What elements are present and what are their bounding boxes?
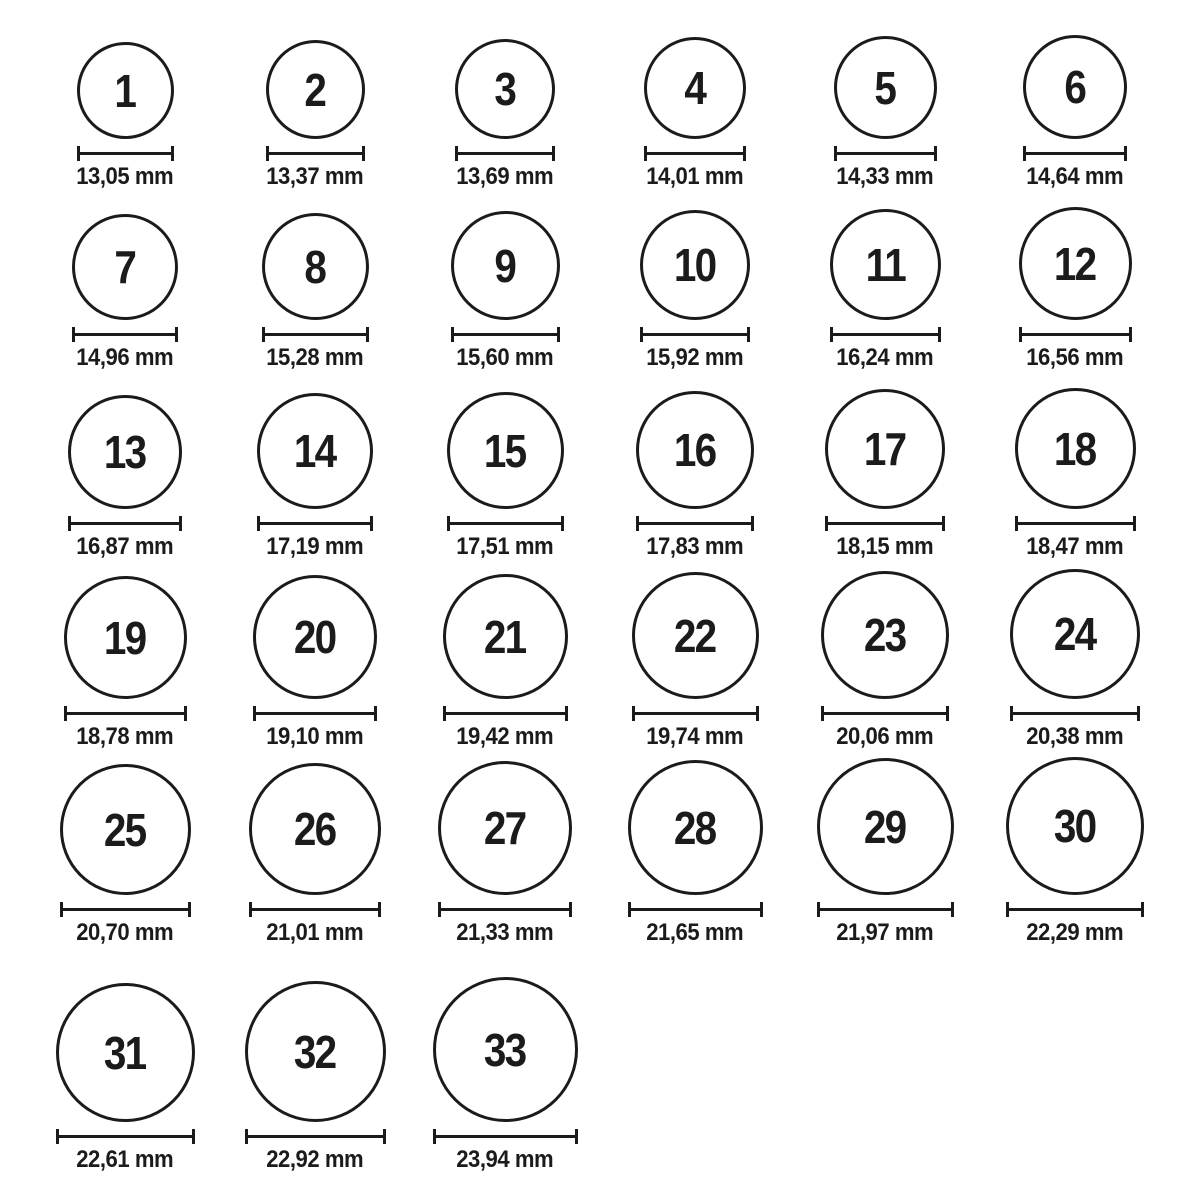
ring-circle bbox=[632, 572, 759, 699]
diameter-measure-line-icon bbox=[830, 327, 941, 342]
ring-size-number: 14 bbox=[294, 425, 336, 477]
diameter-label: 15,60 mm bbox=[456, 344, 554, 371]
diameter-measure-line-icon bbox=[253, 706, 377, 721]
ring-size-number: 4 bbox=[684, 62, 706, 114]
ring-circle bbox=[640, 210, 750, 320]
ring-circle bbox=[253, 575, 377, 699]
measure-rule-icon bbox=[67, 712, 184, 715]
ring-circle bbox=[443, 574, 568, 699]
measure-right-tick-icon bbox=[1137, 706, 1140, 721]
diameter-measure-line-icon bbox=[455, 146, 555, 161]
diameter-label: 21,65 mm bbox=[646, 919, 744, 946]
measure-right-tick-icon bbox=[184, 706, 187, 721]
ring-size-number: 7 bbox=[114, 241, 136, 293]
diameter-label: 20,38 mm bbox=[1026, 723, 1124, 750]
ring-size-cell bbox=[410, 761, 600, 947]
ring-circle bbox=[266, 40, 365, 139]
ring-size-cell bbox=[410, 39, 600, 191]
diameter-label: 13,37 mm bbox=[266, 163, 364, 190]
ring-size-number: 18 bbox=[1054, 422, 1096, 475]
ring-size-number: 23 bbox=[864, 609, 906, 661]
diameter-label: 20,70 mm bbox=[76, 919, 174, 946]
diameter-label: 23,94 mm bbox=[456, 1146, 554, 1173]
measure-rule-icon bbox=[1013, 712, 1137, 715]
measure-right-tick-icon bbox=[946, 706, 949, 721]
diameter-measure-line-icon bbox=[825, 516, 945, 531]
diameter-label: 22,61 mm bbox=[76, 1146, 174, 1173]
diameter-measure-line-icon bbox=[60, 902, 191, 917]
ring-circle bbox=[60, 764, 191, 895]
measure-rule-icon bbox=[828, 522, 942, 525]
ring-size-number: 27 bbox=[484, 802, 526, 854]
diameter-measure-line-icon bbox=[640, 327, 750, 342]
ring-circle bbox=[834, 36, 937, 139]
diameter-measure-line-icon bbox=[262, 327, 369, 342]
diameter-label: 19,42 mm bbox=[456, 723, 554, 750]
diameter-measure-line-icon bbox=[249, 902, 381, 917]
diameter-label: 14,01 mm bbox=[646, 163, 744, 190]
measure-rule-icon bbox=[80, 152, 171, 155]
measure-rule-icon bbox=[63, 908, 188, 911]
diameter-measure-line-icon bbox=[433, 1129, 578, 1144]
measure-rule-icon bbox=[631, 908, 760, 911]
ring-size-cell bbox=[790, 36, 980, 191]
ring-size-cell bbox=[30, 395, 220, 561]
diameter-measure-line-icon bbox=[447, 516, 564, 531]
measure-rule-icon bbox=[837, 152, 934, 155]
ring-circle bbox=[1015, 388, 1136, 509]
diameter-label: 19,10 mm bbox=[266, 723, 364, 750]
ring-circle bbox=[262, 213, 369, 320]
ring-size-cell bbox=[220, 393, 410, 561]
measure-rule-icon bbox=[59, 1135, 192, 1138]
ring-circle bbox=[245, 981, 386, 1122]
ring-circle bbox=[433, 977, 578, 1122]
ring-size-cell bbox=[600, 37, 790, 191]
diameter-label: 17,19 mm bbox=[266, 533, 364, 560]
measure-right-tick-icon bbox=[192, 1129, 195, 1144]
ring-circle bbox=[447, 392, 564, 509]
ring-size-cell bbox=[600, 572, 790, 751]
diameter-measure-line-icon bbox=[56, 1129, 195, 1144]
ring-size-cell bbox=[980, 388, 1170, 561]
ring-circle bbox=[56, 983, 195, 1122]
diameter-measure-line-icon bbox=[632, 706, 759, 721]
ring-circle bbox=[1019, 207, 1132, 320]
ring-size-cell bbox=[980, 757, 1170, 947]
ring-size-cell bbox=[220, 981, 410, 1174]
measure-right-tick-icon bbox=[747, 327, 750, 342]
ring-circle bbox=[72, 214, 178, 320]
diameter-measure-line-icon bbox=[644, 146, 746, 161]
ring-size-cell bbox=[410, 211, 600, 372]
ring-circle bbox=[825, 389, 945, 509]
ring-size-cell bbox=[30, 983, 220, 1174]
ring-circle bbox=[830, 209, 941, 320]
diameter-label: 14,96 mm bbox=[76, 344, 174, 371]
diameter-label: 22,92 mm bbox=[266, 1146, 364, 1173]
ring-size-number: 6 bbox=[1064, 61, 1086, 113]
measure-rule-icon bbox=[450, 522, 561, 525]
diameter-label: 22,29 mm bbox=[1026, 919, 1124, 946]
ring-size-number: 20 bbox=[294, 611, 336, 663]
measure-right-tick-icon bbox=[1141, 902, 1144, 917]
diameter-label: 17,51 mm bbox=[456, 533, 554, 560]
diameter-measure-line-icon bbox=[443, 706, 568, 721]
diameter-label: 13,69 mm bbox=[456, 163, 554, 190]
ring-size-number: 29 bbox=[864, 800, 906, 853]
measure-right-tick-icon bbox=[362, 146, 365, 161]
ring-size-number: 21 bbox=[484, 610, 526, 663]
ring-size-cell bbox=[220, 575, 410, 751]
diameter-measure-line-icon bbox=[245, 1129, 386, 1144]
ring-size-cell bbox=[980, 569, 1170, 751]
ring-circle bbox=[628, 760, 763, 895]
ring-size-number: 8 bbox=[304, 240, 326, 293]
measure-rule-icon bbox=[260, 522, 370, 525]
ring-size-cell bbox=[600, 391, 790, 561]
ring-size-number: 15 bbox=[484, 424, 526, 477]
measure-right-tick-icon bbox=[366, 327, 369, 342]
measure-rule-icon bbox=[248, 1135, 383, 1138]
diameter-label: 15,28 mm bbox=[266, 344, 364, 371]
measure-rule-icon bbox=[252, 908, 378, 911]
measure-rule-icon bbox=[436, 1135, 575, 1138]
measure-rule-icon bbox=[643, 333, 747, 336]
measure-right-tick-icon bbox=[561, 516, 564, 531]
measure-rule-icon bbox=[71, 522, 179, 525]
ring-size-number: 33 bbox=[484, 1023, 526, 1076]
measure-right-tick-icon bbox=[188, 902, 191, 917]
diameter-measure-line-icon bbox=[1006, 902, 1144, 917]
diameter-label: 14,64 mm bbox=[1026, 163, 1124, 190]
diameter-label: 18,15 mm bbox=[836, 533, 934, 560]
measure-rule-icon bbox=[833, 333, 938, 336]
measure-right-tick-icon bbox=[1133, 516, 1136, 531]
ring-size-number: 25 bbox=[104, 803, 146, 856]
measure-right-tick-icon bbox=[378, 902, 381, 917]
ring-size-number: 3 bbox=[494, 63, 516, 115]
ring-size-number: 16 bbox=[674, 424, 716, 476]
ring-size-number: 12 bbox=[1054, 237, 1096, 290]
measure-rule-icon bbox=[639, 522, 751, 525]
ring-circle bbox=[451, 211, 560, 320]
diameter-label: 16,56 mm bbox=[1026, 344, 1124, 371]
ring-size-number: 28 bbox=[674, 801, 716, 854]
ring-size-cell bbox=[600, 760, 790, 947]
ring-size-cell bbox=[790, 209, 980, 372]
measure-right-tick-icon bbox=[756, 706, 759, 721]
ring-size-number: 17 bbox=[864, 423, 906, 475]
ring-size-cell bbox=[980, 207, 1170, 372]
ring-size-number: 22 bbox=[674, 609, 716, 662]
ring-size-number: 5 bbox=[874, 61, 896, 114]
measure-right-tick-icon bbox=[569, 902, 572, 917]
ring-size-cell bbox=[790, 758, 980, 947]
measure-rule-icon bbox=[635, 712, 756, 715]
ring-size-cell bbox=[410, 977, 600, 1174]
diameter-label: 19,74 mm bbox=[646, 723, 744, 750]
diameter-measure-line-icon bbox=[438, 902, 572, 917]
measure-right-tick-icon bbox=[565, 706, 568, 721]
measure-right-tick-icon bbox=[938, 327, 941, 342]
ring-circle bbox=[438, 761, 572, 895]
ring-size-cell bbox=[790, 389, 980, 561]
ring-circle bbox=[455, 39, 555, 139]
diameter-measure-line-icon bbox=[266, 146, 365, 161]
diameter-label: 15,92 mm bbox=[646, 344, 744, 371]
diameter-measure-line-icon bbox=[834, 146, 937, 161]
ring-size-cell bbox=[410, 392, 600, 561]
ring-size-cell bbox=[30, 764, 220, 947]
ring-size-cell bbox=[980, 35, 1170, 191]
ring-size-number: 32 bbox=[294, 1025, 336, 1078]
measure-rule-icon bbox=[269, 152, 362, 155]
measure-rule-icon bbox=[820, 908, 951, 911]
ring-size-cell bbox=[600, 210, 790, 372]
measure-rule-icon bbox=[265, 333, 366, 336]
ring-size-cell bbox=[30, 576, 220, 751]
measure-right-tick-icon bbox=[575, 1129, 578, 1144]
ring-circle bbox=[68, 395, 182, 509]
measure-right-tick-icon bbox=[951, 902, 954, 917]
ring-circle bbox=[821, 571, 949, 699]
measure-right-tick-icon bbox=[370, 516, 373, 531]
ring-size-number: 24 bbox=[1054, 608, 1096, 660]
ring-size-number: 10 bbox=[674, 239, 716, 291]
measure-right-tick-icon bbox=[383, 1129, 386, 1144]
ring-circle bbox=[817, 758, 954, 895]
ring-circle bbox=[636, 391, 754, 509]
measure-right-tick-icon bbox=[1129, 327, 1132, 342]
measure-rule-icon bbox=[256, 712, 374, 715]
ring-size-number: 13 bbox=[104, 426, 146, 478]
diameter-label: 20,06 mm bbox=[836, 723, 934, 750]
measure-right-tick-icon bbox=[171, 146, 174, 161]
ring-size-cell bbox=[30, 42, 220, 191]
diameter-measure-line-icon bbox=[72, 327, 178, 342]
ring-size-number: 9 bbox=[494, 239, 516, 292]
ring-circle bbox=[249, 763, 381, 895]
measure-rule-icon bbox=[441, 908, 569, 911]
ring-circle bbox=[1010, 569, 1140, 699]
diameter-label: 21,97 mm bbox=[836, 919, 934, 946]
diameter-label: 16,87 mm bbox=[76, 533, 174, 560]
measure-rule-icon bbox=[1022, 333, 1129, 336]
measure-right-tick-icon bbox=[934, 146, 937, 161]
measure-rule-icon bbox=[458, 152, 552, 155]
ring-size-number: 26 bbox=[294, 803, 336, 855]
diameter-label: 17,83 mm bbox=[646, 533, 744, 560]
diameter-measure-line-icon bbox=[64, 706, 187, 721]
ring-size-number: 1 bbox=[114, 64, 136, 117]
measure-right-tick-icon bbox=[179, 516, 182, 531]
measure-rule-icon bbox=[1009, 908, 1141, 911]
diameter-label: 18,47 mm bbox=[1026, 533, 1124, 560]
measure-rule-icon bbox=[1018, 522, 1133, 525]
ring-size-number: 31 bbox=[104, 1026, 146, 1079]
diameter-measure-line-icon bbox=[628, 902, 763, 917]
ring-circle bbox=[257, 393, 373, 509]
diameter-measure-line-icon bbox=[451, 327, 560, 342]
diameter-measure-line-icon bbox=[257, 516, 373, 531]
diameter-measure-line-icon bbox=[1010, 706, 1140, 721]
ring-circle bbox=[1023, 35, 1127, 139]
ring-size-number: 2 bbox=[304, 63, 326, 116]
measure-right-tick-icon bbox=[743, 146, 746, 161]
measure-right-tick-icon bbox=[760, 902, 763, 917]
diameter-label: 21,01 mm bbox=[266, 919, 364, 946]
ring-size-cell bbox=[30, 214, 220, 372]
diameter-measure-line-icon bbox=[1019, 327, 1132, 342]
diameter-label: 13,05 mm bbox=[76, 163, 174, 190]
diameter-measure-line-icon bbox=[68, 516, 182, 531]
measure-right-tick-icon bbox=[552, 146, 555, 161]
ring-circle bbox=[1006, 757, 1144, 895]
ring-size-number: 11 bbox=[865, 238, 905, 291]
diameter-label: 16,24 mm bbox=[836, 344, 934, 371]
ring-size-cell bbox=[220, 763, 410, 947]
ring-circle bbox=[644, 37, 746, 139]
ring-size-cell bbox=[220, 40, 410, 191]
ring-circle bbox=[77, 42, 174, 139]
diameter-measure-line-icon bbox=[821, 706, 949, 721]
diameter-measure-line-icon bbox=[817, 902, 954, 917]
ring-circle bbox=[64, 576, 187, 699]
ring-size-number: 30 bbox=[1054, 800, 1096, 852]
measure-rule-icon bbox=[1026, 152, 1124, 155]
ring-size-cell bbox=[790, 571, 980, 751]
measure-right-tick-icon bbox=[175, 327, 178, 342]
measure-rule-icon bbox=[454, 333, 557, 336]
diameter-label: 21,33 mm bbox=[456, 919, 554, 946]
measure-right-tick-icon bbox=[557, 327, 560, 342]
diameter-measure-line-icon bbox=[636, 516, 754, 531]
diameter-measure-line-icon bbox=[1023, 146, 1127, 161]
measure-rule-icon bbox=[824, 712, 946, 715]
measure-rule-icon bbox=[647, 152, 743, 155]
measure-right-tick-icon bbox=[751, 516, 754, 531]
measure-rule-icon bbox=[446, 712, 565, 715]
measure-right-tick-icon bbox=[942, 516, 945, 531]
measure-right-tick-icon bbox=[1124, 146, 1127, 161]
measure-right-tick-icon bbox=[374, 706, 377, 721]
ring-size-number: 19 bbox=[104, 611, 146, 664]
diameter-measure-line-icon bbox=[77, 146, 174, 161]
measure-rule-icon bbox=[75, 333, 175, 336]
ring-size-cell bbox=[410, 574, 600, 751]
diameter-measure-line-icon bbox=[1015, 516, 1136, 531]
diameter-label: 14,33 mm bbox=[836, 163, 934, 190]
diameter-label: 18,78 mm bbox=[76, 723, 174, 750]
ring-size-cell bbox=[220, 213, 410, 372]
